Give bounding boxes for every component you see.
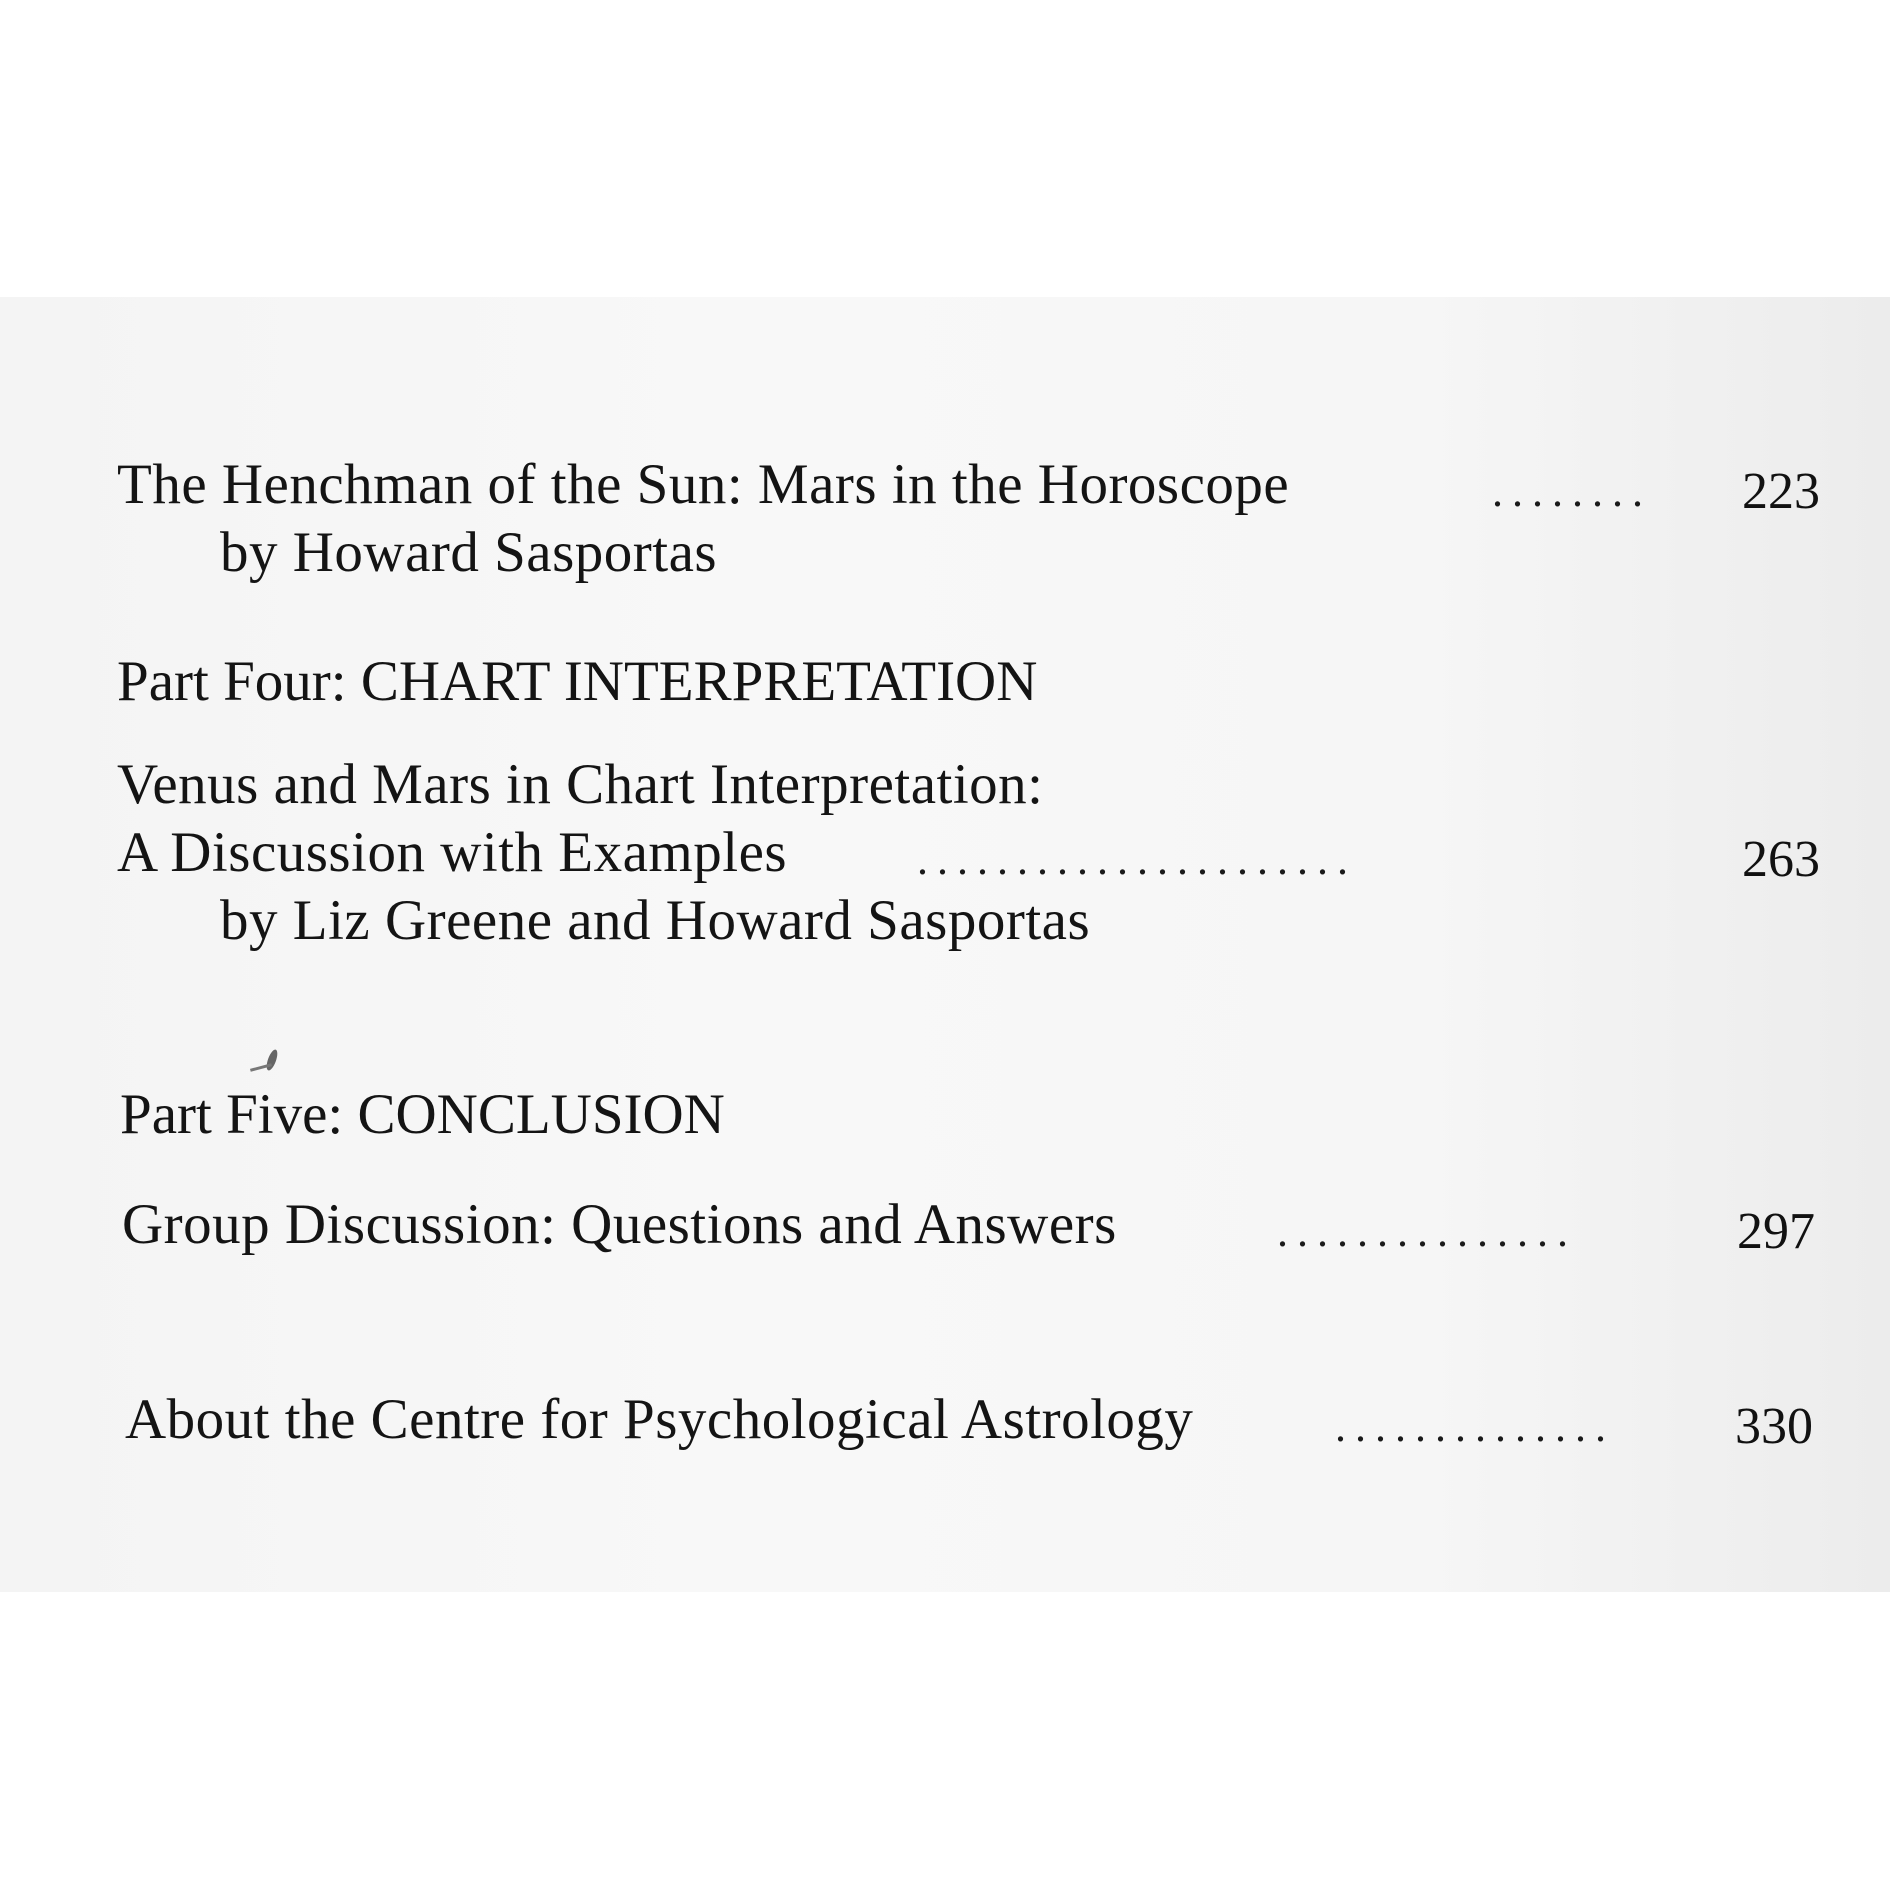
- toc-entry-title: About the Centre for Psychological Astrology: [125, 1388, 1194, 1451]
- part-heading-five: Part Five: CONCLUSION: [120, 1083, 725, 1146]
- page-number: 330: [1735, 1398, 1813, 1455]
- dot-leader: ........: [1492, 467, 1652, 516]
- toc-entry-venus-mars: [117, 752, 1820, 962]
- dot-leader: ...............: [1277, 1207, 1577, 1256]
- toc-entry-title-line1: Venus and Mars in Chart Interpretation:: [117, 753, 1044, 816]
- toc-entry-author: by Liz Greene and Howard Sasportas: [220, 889, 1091, 952]
- dot-leader: ......................: [917, 835, 1357, 884]
- toc-entry-group-discussion: [122, 1192, 1822, 1272]
- page-number: 223: [1742, 463, 1820, 520]
- toc-entry-title: Group Discussion: Questions and Answers: [122, 1193, 1117, 1256]
- toc-entry-henchman: [117, 452, 1820, 592]
- page-number: 263: [1742, 831, 1820, 888]
- page-number: 297: [1737, 1203, 1815, 1260]
- part-heading-four: Part Four: CHART INTERPRETATION: [117, 650, 1038, 713]
- toc-entry-author: by Howard Sasportas: [220, 521, 718, 584]
- book-page: [0, 297, 1890, 1592]
- paper-speck: [264, 1048, 279, 1071]
- dot-leader: ..............: [1335, 1402, 1615, 1451]
- toc-entry-title: The Henchman of the Sun: Mars in the Horoscope: [117, 453, 1290, 516]
- toc-entry-about-centre: [125, 1387, 1825, 1467]
- toc-entry-title-line2: A Discussion with Examples: [117, 821, 788, 884]
